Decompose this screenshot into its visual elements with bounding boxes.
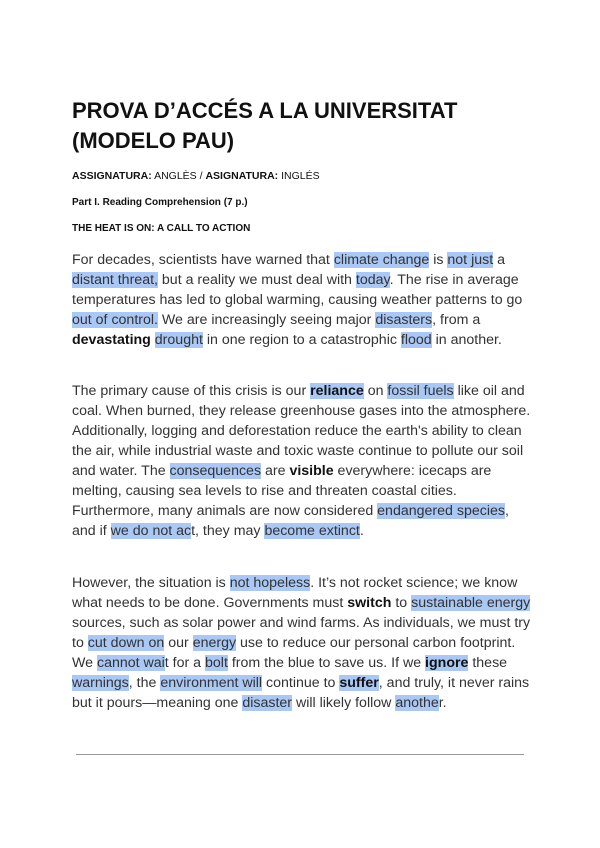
bold-term: visible [289,463,334,479]
highlighted-term: ignore [425,655,469,671]
subject-label-spanish: ASIGNATURA: [205,170,279,182]
bold-term: devastating [72,332,151,348]
highlighted-term: not just [447,252,494,268]
highlighted-term: suffer [339,675,379,691]
subject-line [72,170,320,182]
subject-value-spanish: INGLÉS [281,170,320,182]
highlighted-term: fossil fuels [387,383,454,399]
subject-value-catalan: ANGLÈS / [154,170,203,182]
part-heading: Part I. Reading Comprehension (7 p.) [72,197,248,208]
highlighted-term: energy [192,635,237,651]
highlighted-term: climate change [333,252,430,268]
highlighted-term: environment will [160,675,263,691]
paragraph-3: However, the situation is not hopeless. It’s not rocket science; we know what needs to be done. Governments must switch to sustainable energy sources, such as solar power and wind farms. As individuals, we must try to cut down on our energy use to reduce our personal carbon footprint. We cannot wait for a bolt from the blue to save us. If we ignore these warnings, the environment will continue to suffer, and truly, it never rains but it pours—meaning one disaster will likely follow another. [72,575,531,711]
highlighted-term: reliance [310,383,364,399]
highlighted-term: become extinct [264,523,360,539]
highlighted-term: consequences [169,463,262,479]
highlighted-term: disaster [242,695,293,711]
highlighted-term: we do not ac [110,523,192,539]
highlighted-term: drought [154,332,203,348]
highlighted-term: endangered species [377,503,505,519]
highlighted-term: cannot wai [96,655,165,671]
bold-term: switch [347,595,392,611]
highlighted-term: sustainable energy [411,595,531,611]
article-title: THE HEAT IS ON: A CALL TO ACTION [72,223,251,234]
subject-label-catalan: ASSIGNATURA: [72,170,152,182]
highlighted-term: flood [400,332,432,348]
page-title: PROVA D’ACCÉS A LA UNIVERSITAT (MODELO PAU) [72,98,458,153]
highlighted-term: out of control. [72,312,158,328]
highlighted-term: not hopeless [229,575,311,591]
highlighted-term: distant threat, [72,272,158,288]
paragraph-2: The primary cause of this crisis is our reliance on fossil fuels like oil and coal. When burned, they release greenhouse gases into the atmosphere. Additionally, logging and deforestation reduce the earth's ability to clean the air, while industrial waste and toxic waste continue to pollute our soil and water. The consequences are visible everywhere: icecaps are melting, causing sea levels to rise and threaten coastal cities. Furthermore, many animals are now considered endangered species, and if we do not act, they may become extinct. [72,383,531,539]
paragraph-1: For decades, scientists have warned that climate change is not just a distant threat, but a reality we must deal with today. The rise in average temperatures has led to global warming, causing weather patterns to go out of control. We are increasingly seeing major disasters, from a devastating drought in one region to a catastrophic flood in another. [72,252,523,348]
highlighted-term: bolt [205,655,228,671]
highlighted-term: warnings [72,675,129,691]
highlighted-term: disasters [375,312,433,328]
highlighted-term: today [355,272,390,288]
highlighted-term: cut down on [87,635,165,651]
highlighted-term: anothe [395,695,439,711]
footer-divider [76,754,524,755]
